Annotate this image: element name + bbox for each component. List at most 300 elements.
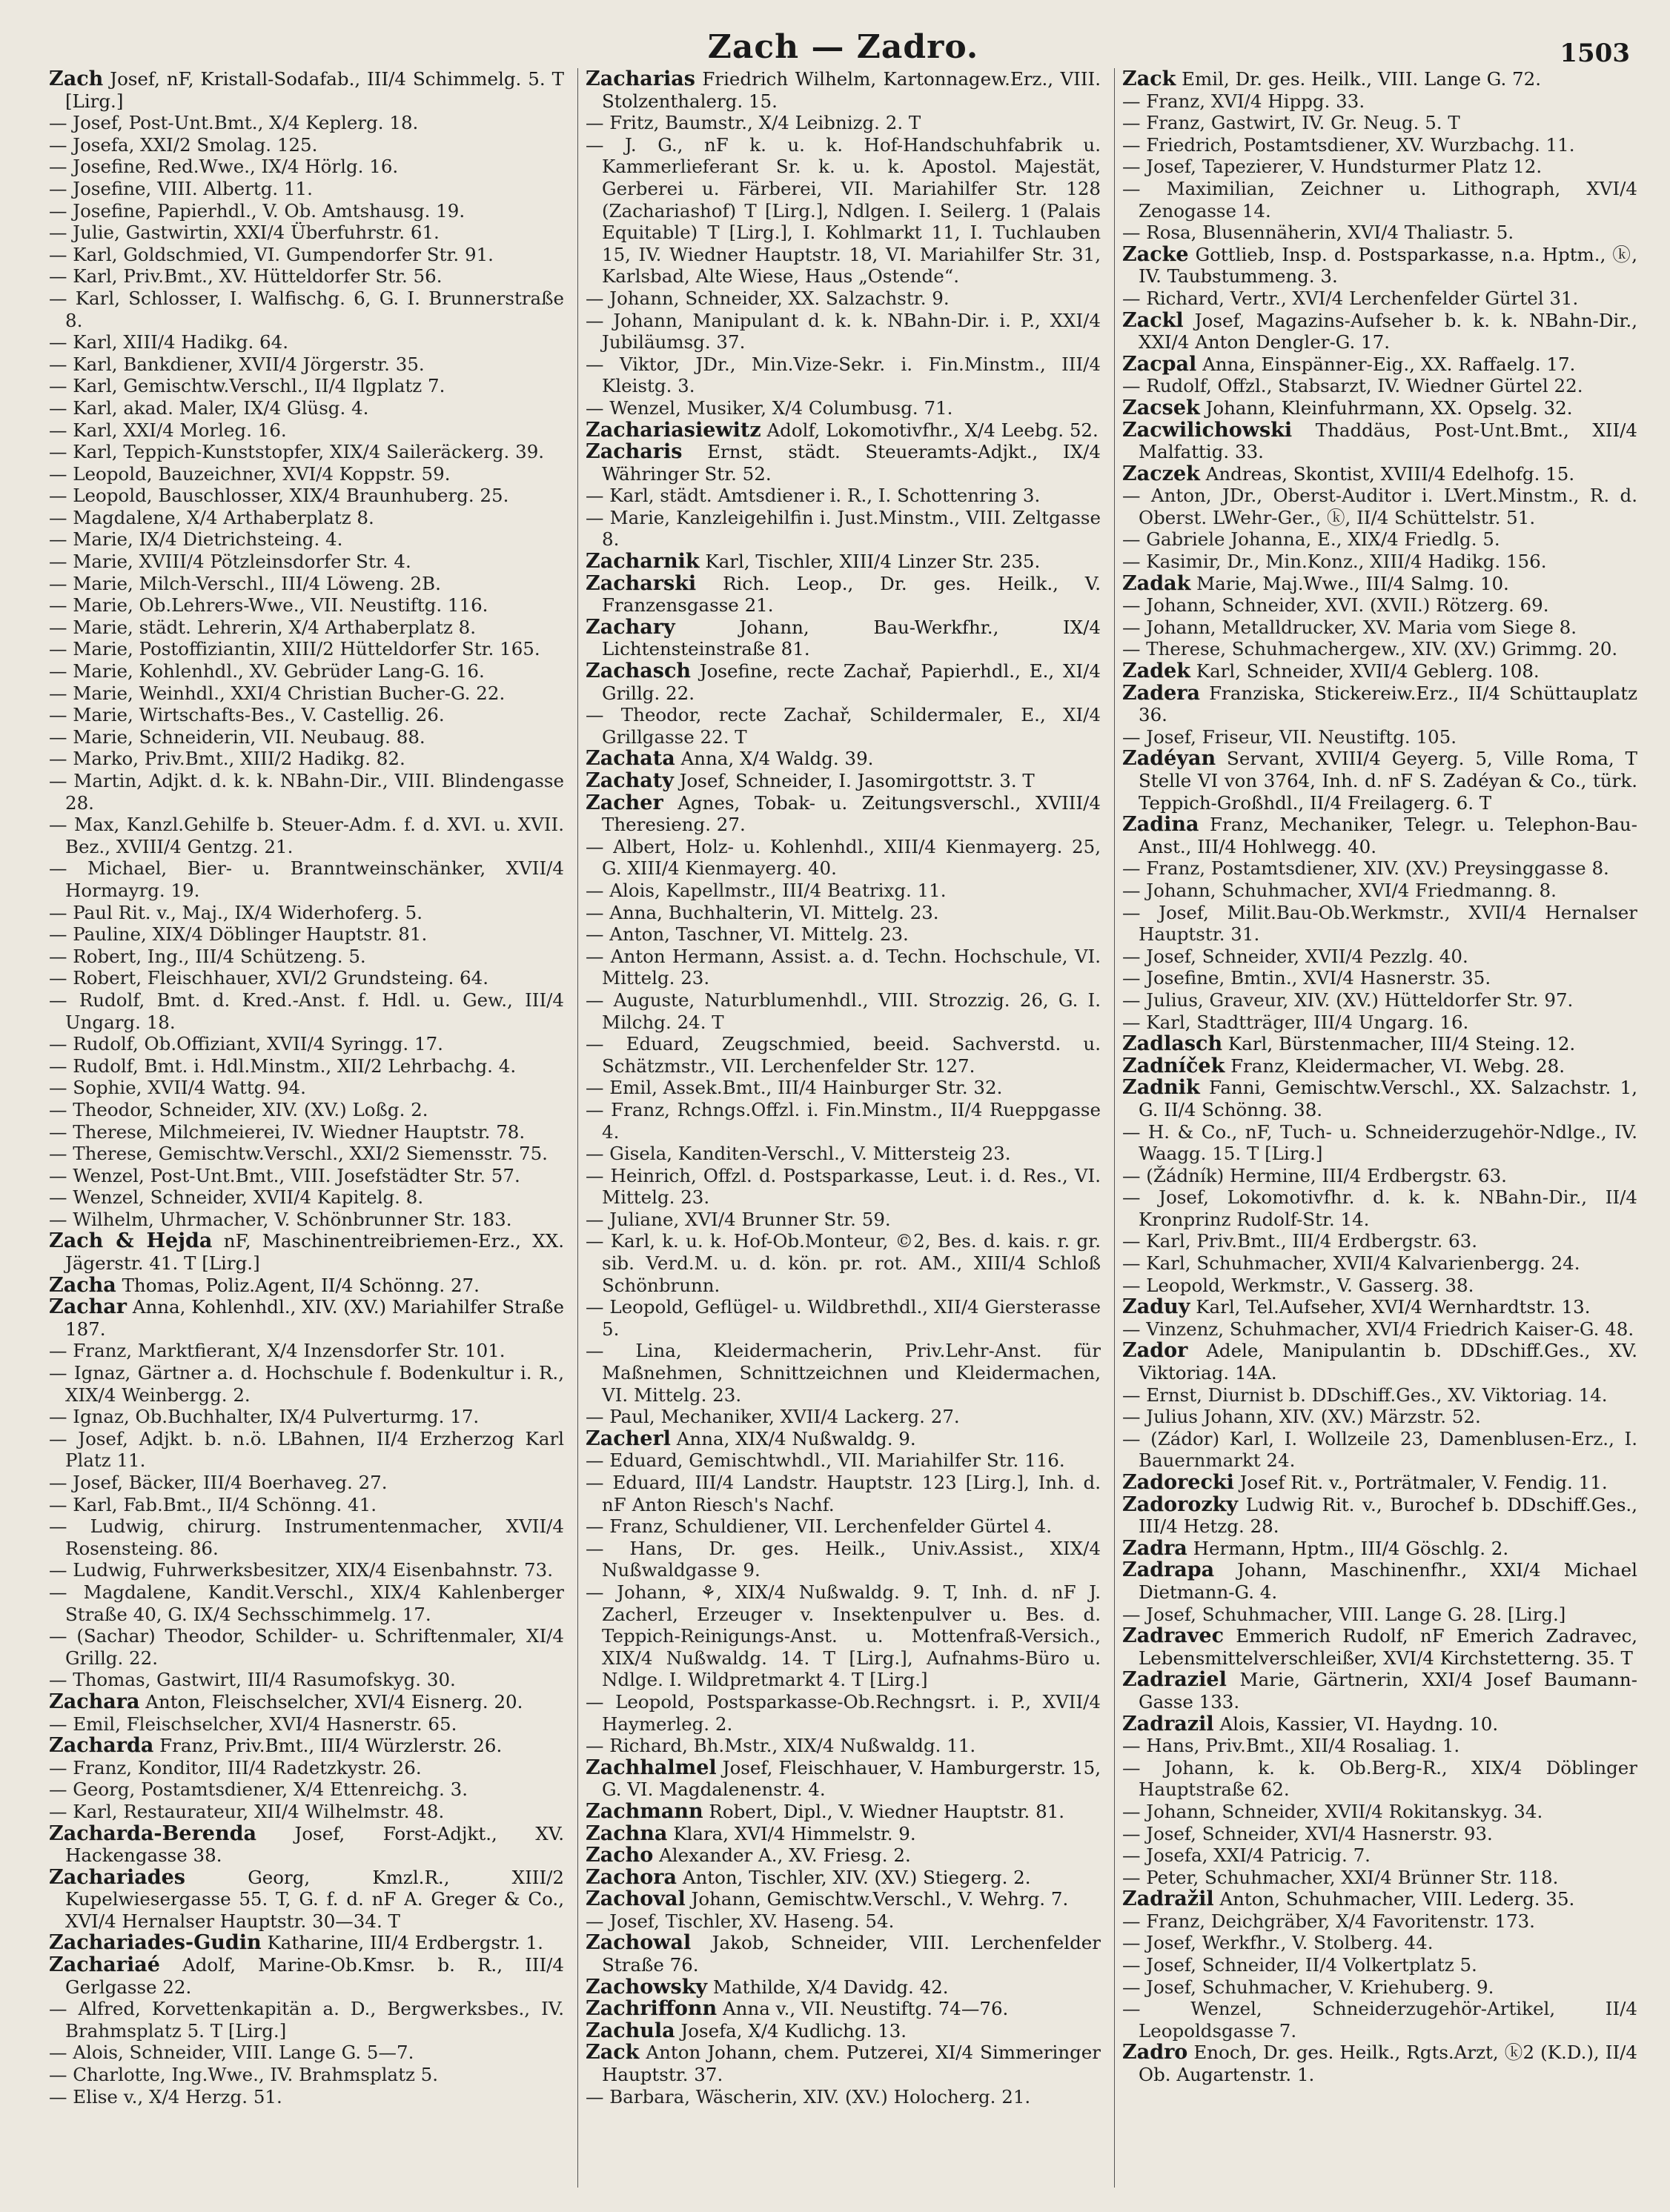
directory-entry — [1122, 814, 1637, 857]
entry-text: Josefa, X/4 Kudlichg. 13. — [680, 2019, 907, 2042]
entry-surname: Zadek — [1122, 660, 1190, 683]
entry-text: — Marie, Schneiderin, VII. Neubaug. 88. — [49, 725, 425, 748]
entry-text: — Albert, Holz- u. Kohlenhdl., XIII/4 Kienmayerg. 25, G. XIII/4 Kienmayerg. 40. — [586, 835, 1101, 880]
entry-text: — Josef, Tischler, XV. Haseng. 54. — [586, 1910, 895, 1932]
directory-subentry — [586, 507, 1101, 551]
entry-surname: Zaduy — [1122, 1295, 1190, 1319]
entry-text: Katharine, III/4 Erdbergstr. 1. — [267, 1932, 543, 1954]
entry-text: — Ernst, Diurnist b. DDschiff.Ges., XV. Viktoriag. 14. — [1122, 1384, 1608, 1406]
entry-text: — Marie, Wirtschafts-Bes., V. Castellig. 26. — [49, 704, 445, 726]
directory-entry — [586, 2020, 1101, 2042]
entry-text: — Magdalene, X/4 Arthaberplatz 8. — [49, 506, 374, 528]
directory-subentry — [1122, 1230, 1637, 1252]
entry-text: Franz, Kleidermacher, VI. Webg. 28. — [1230, 1054, 1565, 1077]
directory-subentry — [49, 1121, 564, 1143]
entry-surname: Zacharis — [586, 440, 683, 464]
entry-surname: Zadina — [1122, 813, 1199, 837]
entry-text: — Josef, Friseur, VII. Neustiftg. 105. — [1122, 725, 1457, 748]
entry-text: Emil, Dr. ges. Heilk., VIII. Lange G. 72. — [1182, 68, 1542, 90]
directory-entry — [1122, 660, 1637, 682]
entry-text: — Wilhelm, Uhrmacher, V. Schönbrunner Str. 183. — [49, 1208, 512, 1230]
entry-text: — (Sachar) Theodor, Schilder- u. Schriftenmaler, XI/4 Grillg. 22. — [49, 1625, 564, 1669]
entry-text: Adolf, Lokomotivfhr., X/4 Leebg. 52. — [766, 419, 1099, 441]
directory-subentry — [49, 660, 564, 682]
entry-text: — Kasimir, Dr., Min.Konz., XIII/4 Hadikg. 156. — [1122, 551, 1547, 573]
entry-text: — Josef, Tapezierer, V. Hundsturmer Platz 12. — [1122, 156, 1543, 178]
entry-text: — Leopold, Geflügel- u. Wildbrethdl., XII/4 Giersterasse 5. — [586, 1296, 1101, 1340]
entry-text: — Marie, städt. Lehrerin, X/4 Arthaberplatz 8. — [49, 616, 477, 638]
entry-text: Marie, Maj.Wwe., III/4 Salmg. 10. — [1196, 572, 1509, 594]
entry-text: — Karl, akad. Maler, IX/4 Glüsg. 4. — [49, 396, 369, 419]
directory-subentry — [1122, 1186, 1637, 1230]
directory-subentry — [49, 594, 564, 617]
entry-text: Franz, Mechaniker, Telegr. u. Telephon-Bau-Anst., III/4 Hohlwegg. 40. — [1139, 814, 1637, 857]
entry-surname: Zadra — [1122, 1536, 1187, 1560]
entry-text: — Karl, k. u. k. Hof-Ob.Monteur, ©2, Bes. d. kais. r. gr. sib. Verd.M. u. d. kön. pr. rot. AM., XIII/4 Schloß Schönbrunn. — [586, 1230, 1101, 1296]
entry-text: — Karl, Restaurateur, XII/4 Wilhelmstr. 48. — [49, 1800, 445, 1822]
entry-surname: Zachna — [586, 1821, 668, 1845]
entry-text: — Richard, Vertr., XVI/4 Lerchenfelder Gürtel 31. — [1122, 287, 1579, 309]
entry-text: — Paul Rit. v., Maj., IX/4 Widerhoferg. 5. — [49, 901, 423, 923]
entry-text: — Hans, Priv.Bmt., XII/4 Rosaliag. 1. — [1122, 1735, 1460, 1757]
directory-entry — [586, 1976, 1101, 1999]
directory-subentry — [49, 419, 564, 442]
entry-text: — Emil, Fleischselcher, XVI/4 Hasnerstr. 65. — [49, 1713, 457, 1735]
directory-subentry — [49, 1077, 564, 1099]
directory-columns — [49, 68, 1637, 2188]
entry-text: — Johann, Schneider, XVI. (XVII.) Rötzerg. 69. — [1122, 594, 1549, 617]
directory-entry — [1122, 1340, 1637, 1384]
entry-text: — Rudolf, Offzl., Stabsarzt, IV. Wiedner Gürtel 22. — [1122, 375, 1583, 397]
directory-entry — [586, 748, 1101, 770]
directory-subentry — [1122, 485, 1637, 528]
entry-text: Anton, Fleischselcher, XVI/4 Eisnerg. 20. — [145, 1690, 523, 1713]
entry-text: — Karl, städt. Amtsdiener i. R., I. Schottenring 3. — [586, 485, 1041, 507]
entry-text: — Anton, JDr., Oberst-Auditor i. LVert.Minstm., R. d. Oberst. LWehr-Ger., ⓚ, II/4 Schüttelstr. 51. — [1122, 485, 1637, 528]
directory-subentry — [1122, 1823, 1637, 1845]
entry-text: — Rudolf, Ob.Offiziant, XVII/4 Syringg. 17. — [49, 1033, 443, 1055]
entry-text: — Johann, Metalldrucker, XV. Maria vom Siege 8. — [1122, 616, 1577, 638]
directory-entry — [586, 770, 1101, 792]
directory-subentry — [1122, 1165, 1637, 1187]
directory-entry — [1122, 1472, 1637, 1494]
entry-surname: Zachasch — [586, 660, 692, 683]
directory-entry — [1122, 1296, 1637, 1318]
directory-subentry — [586, 1449, 1101, 1472]
entry-text: — Franz, Schuldiener, VII. Lerchenfelder Gürtel 4. — [586, 1515, 1053, 1538]
entry-surname: Zadníček — [1122, 1054, 1225, 1077]
directory-subentry — [49, 1559, 564, 1581]
directory-subentry — [1122, 1275, 1637, 1297]
directory-subentry — [1122, 375, 1637, 397]
entry-text: Josef, Schneider, I. Jasomirgottstr. 3. T — [679, 770, 1035, 791]
entry-surname: Zadak — [1122, 571, 1191, 595]
entry-text: — Karl, XXI/4 Morleg. 16. — [49, 419, 287, 441]
entry-surname: Zacharda-Berenda — [49, 1821, 256, 1845]
directory-subentry — [49, 923, 564, 946]
directory-subentry — [1122, 989, 1637, 1012]
directory-subentry — [49, 682, 564, 705]
directory-subentry — [1122, 1318, 1637, 1341]
entry-text: Ernst, städt. Steueramts-Adjkt., IX/4 Währinger Str. 52. — [602, 441, 1101, 485]
entry-text: — Karl, Bankdiener, XVII/4 Jörgerstr. 35. — [49, 353, 425, 375]
entry-text: Thaddäus, Post-Unt.Bmt., XII/4 Malfattig. 33. — [1139, 419, 1637, 463]
directory-entry — [586, 1757, 1101, 1801]
directory-entry — [1122, 1077, 1637, 1120]
directory-subentry — [49, 638, 564, 660]
entry-text: — Josefine, Bmtin., XVI/4 Hasnerstr. 35. — [1122, 967, 1491, 989]
directory-subentry — [49, 2064, 564, 2086]
entry-surname: Zachariaé — [49, 1953, 160, 1977]
directory-subentry — [586, 1077, 1101, 1099]
entry-text: — Theodor, recte Zachař, Schildermaler, E., XI/4 Grillgasse 22. T — [586, 704, 1101, 748]
entry-text: Josef Rit. v., Porträtmaler, V. Fendig. 11. — [1239, 1472, 1608, 1493]
directory-subentry — [49, 178, 564, 200]
directory-subentry — [1122, 1252, 1637, 1275]
entry-text: Rich. Leop., Dr. ges. Heilk., V. Franzensgasse 21. — [602, 572, 1101, 617]
entry-text: — Wenzel, Schneiderzugehör-Artikel, II/4 Leopoldsgasse 7. — [1122, 1998, 1637, 2042]
entry-text: — Ludwig, Fuhrwerksbesitzer, XIX/4 Eisenbahnstr. 73. — [49, 1559, 553, 1581]
entry-text: — Elise v., X/4 Herzg. 51. — [49, 2085, 282, 2108]
directory-subentry — [586, 112, 1101, 134]
entry-surname: Zachariades — [49, 1865, 186, 1889]
directory-subentry — [586, 1910, 1101, 1933]
entry-text: — Pauline, XIX/4 Döblinger Hauptstr. 81. — [49, 923, 428, 946]
entry-text: — Josefine, VIII. Albertg. 11. — [49, 177, 313, 199]
directory-entry — [1122, 463, 1637, 485]
entry-surname: Zachora — [586, 1865, 677, 1889]
directory-entry — [1122, 419, 1637, 463]
directory-subentry — [49, 902, 564, 924]
directory-entry — [1122, 397, 1637, 419]
entry-text: — Josefa, XXI/4 Patricig. 7. — [1122, 1844, 1371, 1867]
directory-entry — [1122, 1055, 1637, 1077]
entry-text: — Heinrich, Offzl. d. Postsparkasse, Leut. i. d. Res., VI. Mittelg. 23. — [586, 1164, 1101, 1209]
entry-text: — Friedrich, Postamtsdiener, XV. Wurzbachg. 11. — [1122, 133, 1575, 156]
entry-text: Josef, Forst-Adjkt., XV. Hackengasse 38. — [65, 1822, 564, 1867]
directory-subentry — [586, 397, 1101, 419]
entry-text: — Marko, Priv.Bmt., XIII/2 Hadikg. 82. — [49, 748, 405, 770]
entry-text: — Karl, Stadtträger, III/4 Ungarg. 16. — [1122, 1011, 1469, 1033]
entry-text: — H. & Co., nF, Tuch- u. Schneiderzugehör-Ndlge., IV. Waagg. 15. T [Lirg.] — [1122, 1120, 1637, 1165]
entry-text: Anna v., VII. Neustiftg. 74—76. — [722, 1998, 1009, 2020]
directory-entry — [49, 1296, 564, 1340]
directory-entry — [49, 1823, 564, 1867]
directory-subentry — [586, 989, 1101, 1033]
directory-subentry — [586, 880, 1101, 902]
directory-subentry — [49, 331, 564, 353]
entry-text: Marie, Gärtnerin, XXI/4 Josef Baumann-Gasse 133. — [1139, 1669, 1637, 1713]
entry-surname: Zack — [586, 2041, 640, 2065]
directory-subentry — [586, 1099, 1101, 1143]
entry-surname: Zacher — [586, 791, 663, 814]
entry-surname: Zacsek — [1122, 396, 1200, 419]
entry-text: — Josef, Bäcker, III/4 Boerhaveg. 27. — [49, 1472, 388, 1493]
directory-subentry — [1122, 1867, 1637, 1889]
directory-subentry — [49, 2086, 564, 2108]
entry-text: — Lina, Kleidermacherin, Priv.Lehr-Anst. für Maßnehmen, Schnittzeichnen und Kleidermachen, VI. Mittelg. 23. — [586, 1340, 1101, 1406]
entry-surname: Zadera — [1122, 681, 1200, 705]
directory-subentry — [1122, 1757, 1637, 1801]
entry-text: — Therese, Gemischtw.Verschl., XXI/2 Siemensstr. 75. — [49, 1143, 548, 1165]
entry-surname: Zacherl — [586, 1426, 671, 1450]
entry-text: — Juliane, XVI/4 Brunner Str. 59. — [586, 1208, 891, 1230]
entry-text: Anton, Schuhmacher, VIII. Lederg. 35. — [1219, 1888, 1575, 1910]
directory-entry — [1122, 1888, 1637, 1910]
directory-subentry — [586, 1209, 1101, 1231]
entry-text: — Robert, Fleischhauer, XVI/2 Grundsteing. 64. — [49, 967, 489, 989]
entry-text: — Barbara, Wäscherin, XIV. (XV.) Holocherg. 21. — [586, 2085, 1031, 2108]
entry-text: — (Žádník) Hermine, III/4 Erdbergstr. 63. — [1122, 1164, 1507, 1186]
column-3 — [1114, 68, 1637, 2188]
directory-subentry — [49, 1998, 564, 2042]
entry-text: — Peter, Schuhmacher, XXI/4 Brünner Str. 118. — [1122, 1866, 1559, 1888]
directory-subentry — [586, 923, 1101, 946]
entry-text: — Karl, Priv.Bmt., XV. Hütteldorfer Str. 56. — [49, 265, 443, 288]
page-number: 1503 — [1560, 39, 1630, 68]
directory-subentry — [49, 1143, 564, 1165]
page-header — [49, 25, 1637, 68]
directory-entry — [586, 1998, 1101, 2020]
entry-surname: Zadnik — [1122, 1076, 1200, 1100]
directory-subentry — [1122, 857, 1637, 880]
entry-text: — Josefine, Papierhdl., V. Ob. Amtshausg. 19. — [49, 199, 465, 222]
entry-surname: Zadrazil — [1122, 1712, 1214, 1736]
column-1 — [49, 68, 564, 2188]
directory-entry — [586, 2042, 1101, 2085]
entry-text: — Johann, k. k. Ob.Berg-R., XIX/4 Döblinger Hauptstraße 62. — [1122, 1756, 1637, 1801]
entry-text: — Johann, Manipulant d. k. k. NBahn-Dir. i. P., XXI/4 Jubiläumsg. 37. — [586, 309, 1101, 353]
entry-text: — Wenzel, Schneider, XVII/4 Kapitelg. 8. — [49, 1186, 424, 1209]
directory-subentry — [586, 310, 1101, 353]
directory-subentry — [49, 441, 564, 463]
entry-text: — Leopold, Werkmstr., V. Gasserg. 38. — [1122, 1274, 1474, 1296]
directory-subentry — [49, 1757, 564, 1779]
entry-text: — Josef, Schneider, II/4 Volkertplatz 5. — [1122, 1954, 1477, 1976]
directory-subentry — [1122, 880, 1637, 902]
entry-surname: Zachowal — [586, 1931, 692, 1955]
directory-entry — [1122, 1538, 1637, 1560]
directory-entry — [586, 441, 1101, 485]
directory-subentry — [49, 814, 564, 857]
directory-subentry — [1122, 594, 1637, 617]
entry-text: — Magdalene, Kandit.Verschl., XIX/4 Kahlenberger Straße 40, G. IX/4 Sechsschimmelg. 17. — [49, 1581, 564, 1625]
entry-text: — Johann, Schneider, XX. Salzachstr. 9. — [586, 287, 950, 309]
directory-entry — [49, 1230, 564, 1274]
entry-text: Jakob, Schneider, VIII. Lerchenfelder Straße 76. — [602, 1932, 1101, 1976]
directory-subentry — [49, 1406, 564, 1428]
entry-text: — Georg, Postamtsdiener, X/4 Ettenreichg. 3. — [49, 1778, 468, 1801]
directory-subentry — [1122, 617, 1637, 639]
entry-text: — Josef, Schneider, XVI/4 Hasnerstr. 93. — [1122, 1822, 1493, 1844]
entry-surname: Zach — [49, 68, 104, 90]
entry-text: Karl, Tischler, XIII/4 Linzer Str. 235. — [705, 551, 1041, 573]
entry-text: nF, Maschinentreibriemen-Erz., XX. Jägerstr. 41. T [Lirg.] — [65, 1230, 564, 1275]
directory-entry — [586, 1428, 1101, 1450]
entry-text: — Karl, Goldschmied, VI. Gumpendorfer Str. 91. — [49, 243, 494, 265]
entry-text: — Max, Kanzl.Gehilfe b. Steuer-Adm. f. d. XVI. u. XVII. Bez., XVIII/4 Gentzg. 21. — [49, 814, 564, 857]
entry-surname: Zadlasch — [1122, 1032, 1223, 1056]
entry-text: Josef, Fleischhauer, V. Hamburgerstr. 15, G. VI. Magdalenenstr. 4. — [602, 1756, 1101, 1801]
directory-entry — [1122, 1494, 1637, 1538]
directory-subentry — [586, 1691, 1101, 1735]
entry-text: Anton Johann, chem. Putzerei, XI/4 Simmeringer Hauptstr. 37. — [602, 2042, 1101, 2086]
directory-subentry — [49, 1165, 564, 1187]
entry-text: — Julius, Graveur, XIV. (XV.) Hütteldorfer Str. 97. — [1122, 989, 1574, 1011]
directory-subentry — [586, 836, 1101, 880]
directory-entry — [49, 68, 564, 112]
directory-subentry — [1122, 156, 1637, 178]
entry-text: — Rudolf, Bmt. i. Hdl.Minstm., XII/2 Lehrbachg. 4. — [49, 1054, 517, 1077]
entry-surname: Zachaty — [586, 769, 674, 792]
entry-text: Gottlieb, Insp. d. Postsparkasse, n.a. Hptm., ⓚ, IV. Taubstummeng. 3. — [1139, 243, 1637, 288]
directory-subentry — [1122, 1735, 1637, 1757]
directory-subentry — [49, 1625, 564, 1669]
entry-text: — Marie, Kanzleigehilfin i. Just.Minstm., VIII. Zeltgasse 8. — [586, 506, 1101, 551]
entry-text: — Josef, Schneider, XVII/4 Pezzlg. 40. — [1122, 945, 1468, 967]
entry-surname: Zacpal — [1122, 352, 1197, 376]
entry-text: Agnes, Tobak- u. Zeitungsverschl., XVIII/4 Theresieng. 27. — [602, 791, 1101, 836]
entry-text: — Alois, Kapellmstr., III/4 Beatrixg. 11. — [586, 879, 947, 901]
directory-subentry — [586, 1406, 1101, 1428]
entry-text: — Paul, Mechaniker, XVII/4 Lackerg. 27. — [586, 1406, 960, 1428]
entry-surname: Zachary — [586, 615, 675, 639]
entry-text: — Marie, XVIII/4 Pötzleinsdorfer Str. 4. — [49, 551, 411, 573]
directory-subentry — [49, 1033, 564, 1055]
directory-subentry — [49, 551, 564, 573]
entry-surname: Zach & Hejda — [49, 1229, 213, 1253]
directory-subentry — [49, 1472, 564, 1494]
directory-subentry — [586, 353, 1101, 397]
directory-entry — [586, 419, 1101, 442]
entry-text: — Josef, Werkfhr., V. Stolberg. 44. — [1122, 1932, 1434, 1954]
directory-entry — [1122, 310, 1637, 353]
entry-text: — Karl, Schuhmacher, XVII/4 Kalvarienbergg. 24. — [1122, 1252, 1580, 1275]
directory-subentry — [586, 1472, 1101, 1515]
directory-subentry — [49, 573, 564, 595]
entry-text: — Alois, Schneider, VIII. Lange G. 5—7. — [49, 2042, 414, 2064]
entry-text: — Anton Hermann, Assist. a. d. Techn. Hochschule, VI. Mittelg. 23. — [586, 945, 1101, 989]
directory-subentry — [49, 156, 564, 178]
entry-surname: Zachriffonn — [586, 1997, 718, 2021]
entry-surname: Zachar — [49, 1295, 127, 1319]
directory-subentry — [1122, 134, 1637, 156]
directory-subentry — [1122, 90, 1637, 113]
directory-entry — [49, 1867, 564, 1933]
entry-text: — Franz, Gastwirt, IV. Gr. Neug. 5. T — [1122, 112, 1460, 134]
entry-text: — Theodor, Schneider, XIV. (XV.) Loßg. 2. — [49, 1098, 428, 1120]
entry-surname: Zadraziel — [1122, 1668, 1227, 1692]
directory-entry — [49, 1954, 564, 1998]
directory-entry — [1122, 1669, 1637, 1713]
entry-text: Alois, Kassier, VI. Haydng. 10. — [1219, 1713, 1499, 1735]
entry-text: Josef, nF, Kristall-Sodafab., III/4 Schimmelg. 5. T [Lirg.] — [65, 68, 564, 112]
directory-subentry — [49, 1801, 564, 1823]
directory-entry — [586, 792, 1101, 836]
entry-text: — Gabriele Johanna, E., XIX/4 Friedlg. 5. — [1122, 528, 1500, 551]
entry-surname: Zadrapa — [1122, 1558, 1215, 1582]
entry-text: — Marie, Postoffiziantin, XIII/2 Hütteldorfer Str. 165. — [49, 638, 540, 660]
directory-subentry — [586, 288, 1101, 310]
entry-surname: Zacho — [586, 1844, 654, 1867]
directory-entry — [49, 1932, 564, 1954]
entry-text: Thomas, Poliz.Agent, II/4 Schönng. 27. — [122, 1274, 480, 1296]
directory-subentry — [1122, 1910, 1637, 1933]
entry-text: — Anton, Taschner, VI. Mittelg. 23. — [586, 923, 909, 946]
directory-entry — [49, 1691, 564, 1713]
directory-subentry — [49, 1362, 564, 1406]
entry-text: — Alfred, Korvettenkapitän a. D., Bergwerksbes., IV. Brahmsplatz 5. T [Lirg.] — [49, 1998, 564, 2042]
entry-surname: Zack — [1122, 68, 1176, 90]
entry-text: — Josef, Schuhmacher, VIII. Lange G. 28. [Lirg.] — [1122, 1603, 1566, 1625]
directory-subentry — [1122, 1012, 1637, 1034]
directory-subentry — [49, 770, 564, 814]
entry-surname: Zacke — [1122, 242, 1189, 266]
entry-text: — Ignaz, Gärtner a. d. Hochschule f. Bodenkultur i. R., XIX/4 Weinbergg. 2. — [49, 1362, 564, 1406]
directory-subentry — [49, 1340, 564, 1362]
directory-subentry — [1122, 1406, 1637, 1428]
entry-surname: Zadorecki — [1122, 1471, 1234, 1494]
entry-text: — Charlotte, Ing.Wwe., IV. Brahmsplatz 5. — [49, 2064, 439, 2086]
directory-subentry — [49, 704, 564, 726]
directory-subentry — [1122, 1121, 1637, 1165]
page-title: Zach — Zadro. — [707, 28, 979, 66]
directory-subentry — [49, 1515, 564, 1559]
directory-entry — [586, 1888, 1101, 1910]
entry-text: Josef, Magazins-Aufseher b. k. k. NBahn-Dir., XXI/4 Anton Dengler-G. 17. — [1139, 309, 1637, 353]
directory-subentry — [1122, 902, 1637, 946]
entry-text: Johann, Kleinfuhrmann, XX. Opselg. 32. — [1205, 396, 1573, 419]
entry-surname: Zachowsky — [586, 1975, 708, 1999]
directory-subentry — [586, 1735, 1101, 1757]
directory-entry — [1122, 2042, 1637, 2085]
directory-subentry — [49, 857, 564, 901]
directory-subentry — [49, 485, 564, 507]
entry-text: — Fritz, Baumstr., X/4 Leibnizg. 2. T — [586, 112, 921, 134]
entry-surname: Zacharnik — [586, 550, 700, 574]
directory-subentry — [49, 967, 564, 989]
entry-text: Fanni, Gemischtw.Verschl., XX. Salzachstr. 1, G. II/4 Schönng. 38. — [1139, 1077, 1637, 1120]
directory-entry — [586, 1867, 1101, 1889]
entry-text: Friedrich Wilhelm, Kartonnagew.Erz., VIII. Stolzenthalerg. 15. — [602, 68, 1101, 112]
entry-text: — Gisela, Kanditen-Verschl., V. Mittersteig 23. — [586, 1143, 1011, 1165]
entry-text: — Ignaz, Ob.Buchhalter, IX/4 Pulverturmg. 17. — [49, 1406, 480, 1428]
entry-surname: Zadravec — [1122, 1624, 1225, 1648]
entry-text: Josefine, recte Zachař, Papierhdl., E., XI/4 Grillg. 22. — [602, 660, 1101, 704]
directory-subentry — [49, 375, 564, 397]
directory-subentry — [586, 1296, 1101, 1340]
entry-text: Georg, Kmzl.R., XIII/2 Kupelwiesergasse 55. T, G. f. d. nF A. Greger & Co., XVI/4 Hernalser Hauptstr. 30—34. T — [65, 1866, 564, 1932]
directory-subentry — [586, 704, 1101, 748]
entry-text: Emmerich Rudolf, nF Emerich Zadravec, Lebensmittelverschleißer, XVI/4 Kirchstetterng. 35. T — [1139, 1625, 1637, 1669]
entry-text: — Therese, Milchmeierei, IV. Wiedner Hauptstr. 78. — [49, 1120, 526, 1143]
directory-entry — [586, 660, 1101, 704]
directory-subentry — [49, 1669, 564, 1691]
entry-text: — Hans, Dr. ges. Heilk., Univ.Assist., XIX/4 Nußwaldgasse 9. — [586, 1537, 1101, 1581]
entry-text: Mathilde, X/4 Davidg. 42. — [712, 1976, 949, 1998]
entry-text: — J. G., nF k. u. k. Hof-Handschuhfabrik u. Kammerlieferant Sr. k. u. k. Apostol. Majestät, Gerberei u. Färberei, VII. Mariahilfer Str. 128 (Zachariashof) T [Lirg.], Ndlgen. I. Seilerg. 1 (Palais Equitable) T [Lirg.], I. Kohlmarkt 11, I. Tuchlauben 15, IV. Wiedner Hauptstr. 18, VI. Mariahilfer Str. 31, Karlsbad, Alte Wiese, Haus „Ostende“. — [586, 133, 1101, 288]
directory-subentry — [49, 1428, 564, 1472]
entry-text: — Eduard, Gemischtwhdl., VII. Mariahilfer Str. 116. — [586, 1449, 1065, 1472]
entry-text: — Maximilian, Zeichner u. Lithograph, XVI/4 Zenogasse 14. — [1122, 177, 1637, 222]
entry-surname: Zachoval — [586, 1887, 686, 1911]
entry-text: — Emil, Assek.Bmt., III/4 Hainburger Str. 32. — [586, 1077, 1003, 1099]
entry-surname: Zadorozky — [1122, 1492, 1239, 1516]
entry-text: — Karl, Gemischtw.Verschl., II/4 Ilgplatz 7. — [49, 375, 445, 397]
entry-text: — Marie, Milch-Verschl., III/4 Löweng. 2B. — [49, 572, 441, 594]
directory-entry — [1122, 573, 1637, 595]
entry-surname: Zackl — [1122, 308, 1184, 332]
